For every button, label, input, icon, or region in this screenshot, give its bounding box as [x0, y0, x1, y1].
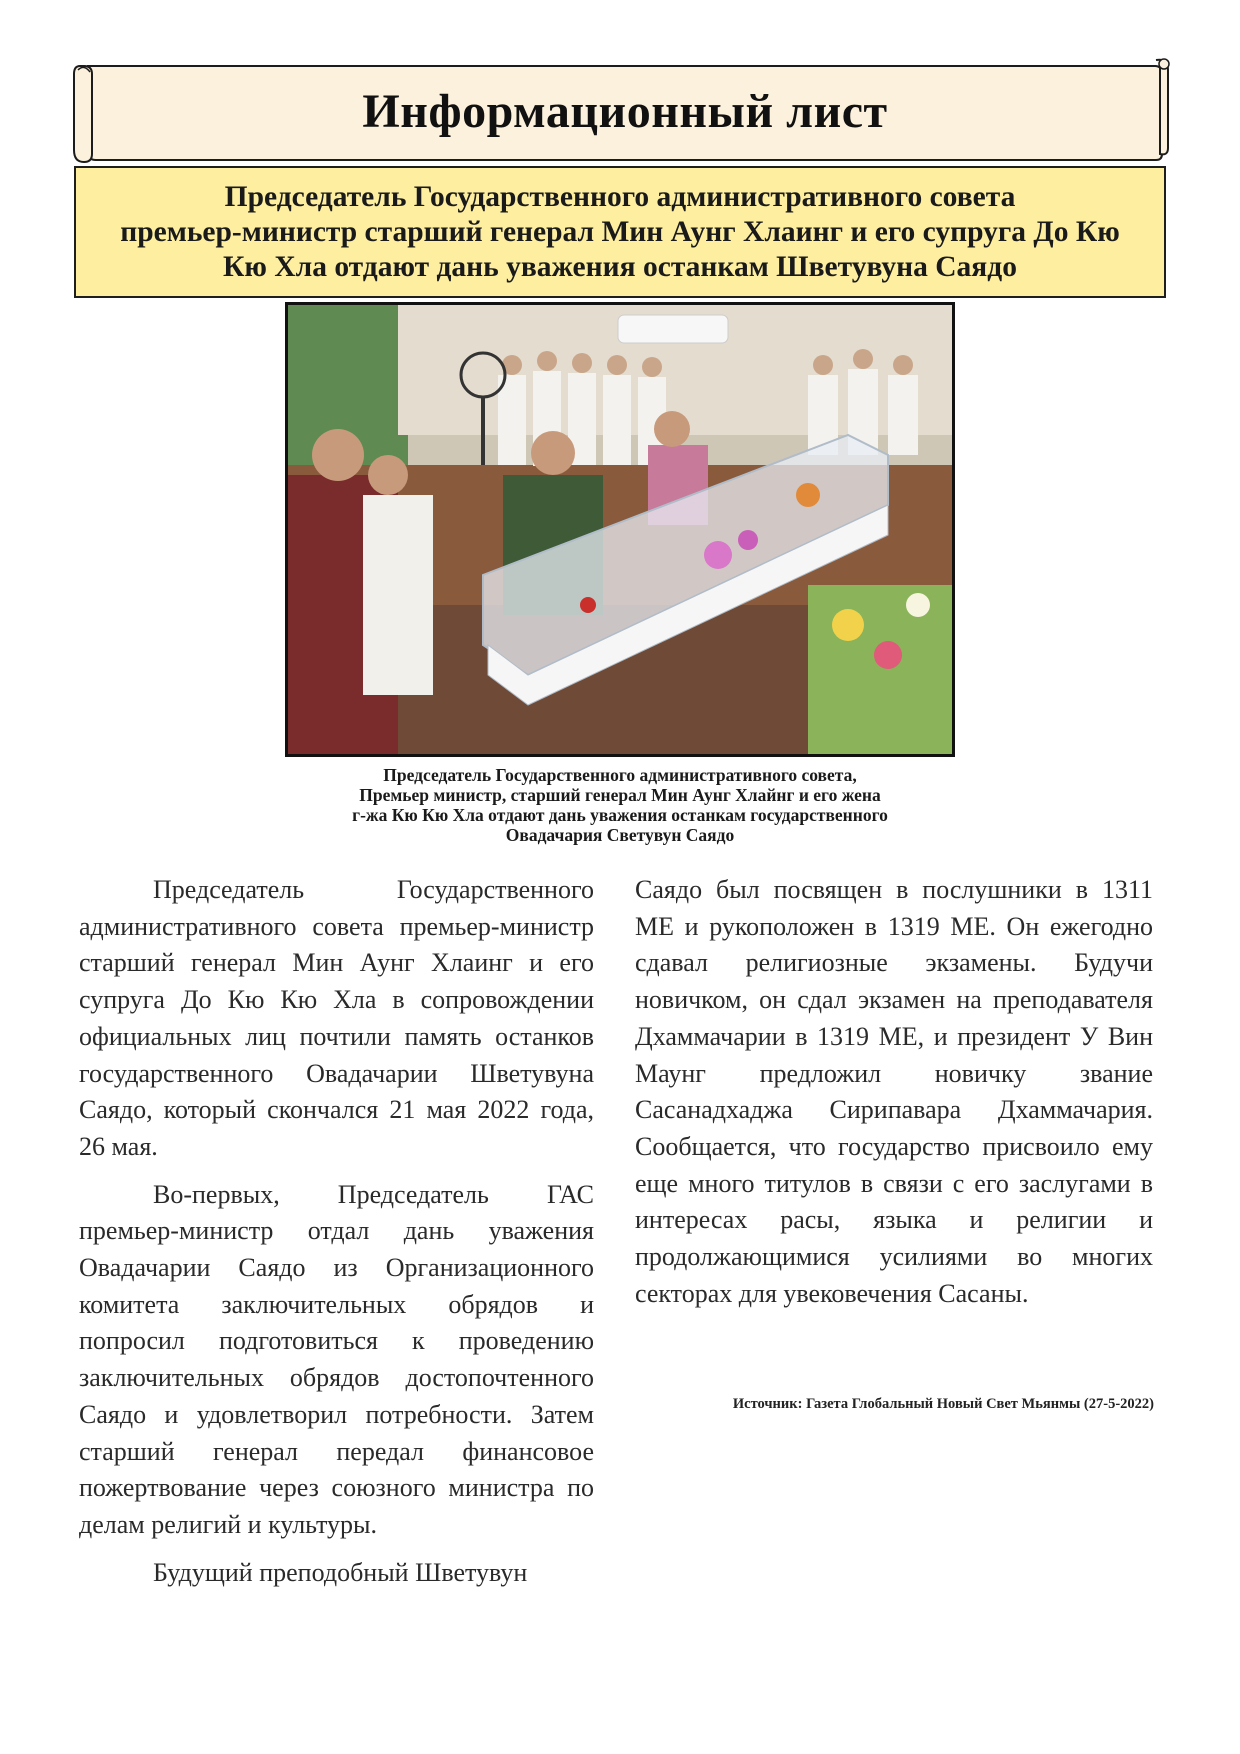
photo-icon: [288, 305, 952, 754]
article-column-left: [79, 872, 594, 1602]
photo-caption: [240, 765, 1000, 845]
source-note: Источник: Газета Глобальный Новый Свет Мьянмы (27-5-2022): [732, 1396, 1154, 1412]
headline-box: [74, 166, 1166, 298]
article-column-right: [635, 872, 1153, 1323]
headline-line: Председатель Государственного административного совета: [224, 180, 1016, 213]
headline-line: премьер-министр старший генерал Мин Аунг Хлаинг и его супруга До Кю: [120, 215, 1120, 248]
title-banner: [70, 56, 1180, 168]
caption-line: Председатель Государственного административного совета,: [383, 765, 857, 785]
article-paragraph: Саядо был посвящен в послушники в 1311 МЕ и рукоположен в 1319 МЕ. Он ежегодно сдавал религиозные экзамены. Будучи новичком, он сдал экзамен на преподавателя Дхаммачарии в 1319 МЕ, и президент У Вин Маунг предложил новичку звание Сасанадхаджа Сирипавара Дхаммачария. Сообщается, что государство присвоило ему еще много титулов в связи с его заслугами в интересах расы, языка и религии и продолжающимися усилиями во многих секторах для увековечения Сасаны.: [635, 875, 1153, 1308]
headline-line: Кю Хла отдают дань уважения останкам Шветувуна Саядо: [223, 250, 1017, 283]
headline-text: [110, 180, 1130, 285]
news-photo: [285, 302, 955, 757]
caption-line: Премьер министр, старший генерал Мин Аунг Хлайнг и его жена: [359, 785, 881, 805]
caption-line: г-жа Кю Кю Хла отдают дань уважения останкам государственного: [352, 805, 888, 825]
caption-line: Овадачария Светувун Саядо: [505, 825, 735, 845]
article-paragraph: Во-первых, Председатель ГАС премьер-министр отдал дань уважения Овадачарии Саядо из Организационного комитета заключительных обрядов и попросил подготовиться к проведению заключительных обрядов достопочтенного Саядо и удовлетворил потребности. Затем старший генерал передал финансовое пожертвование через союзного министра по делам религий и культуры.: [79, 1179, 594, 1539]
article-paragraph: Председатель Государственного административного совета премьер-министр старший генерал Мин Аунг Хлаинг и его супруга До Кю Кю Хла в сопровождении официальных лиц почтили память останков государственного Овадачарии Шветувуна Саядо, который скончался 21 мая 2022 года, 26 мая.: [79, 875, 594, 1161]
article-paragraph: Будущий преподобный Шветувун: [153, 1557, 528, 1587]
page-title: Информационный лист: [362, 85, 888, 138]
